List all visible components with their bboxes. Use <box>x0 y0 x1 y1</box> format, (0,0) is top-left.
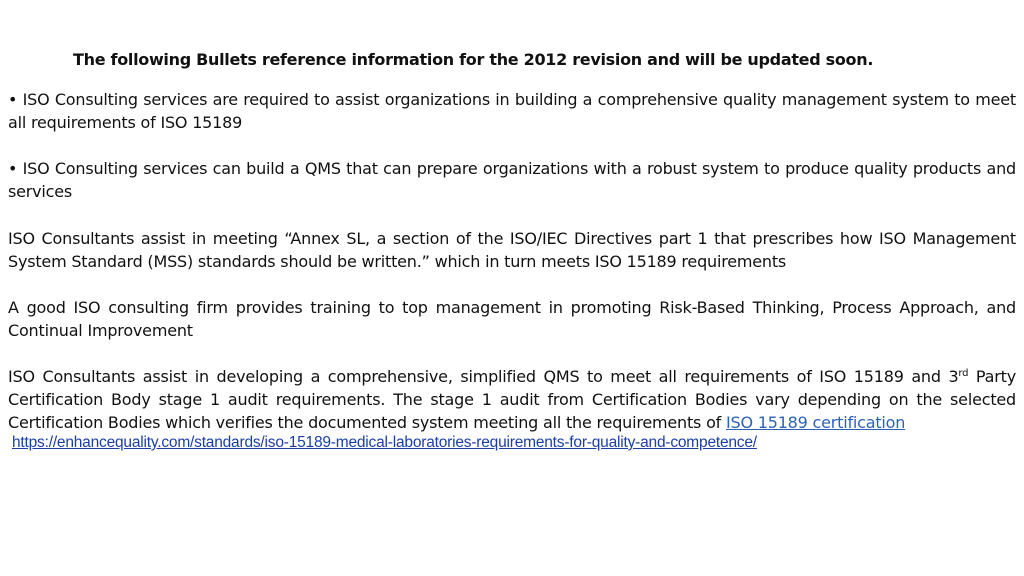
iso-15189-certification-link[interactable]: ISO 15189 certification <box>725 413 906 432</box>
slide-heading: The following Bullets reference information for the 2012 revision and will be updated soon. <box>73 50 874 69</box>
paragraph-certification-text-2: Party Certification Body stage 1 audit requirements. The stage 1 audit from Certification Bodies vary depending on the selected Certification Bodies which verifies the documented system meeting all the requirements of <box>8 367 1016 432</box>
paragraph-certification-text-1: ISO Consultants assist in developing a comprehensive, simplified QMS to meet all requirements of ISO 15189 and 3 <box>8 367 959 386</box>
bullet-paragraph-consulting-requirements: • ISO Consulting services are required to assist organizations in building a comprehensive quality management system to meet all requirements of ISO 15189 <box>8 90 1016 132</box>
paragraph-training: A good ISO consulting firm provides training to top management in promoting Risk-Based Thinking, Process Approach, and Continual Improvement <box>8 298 1016 340</box>
ordinal-superscript: rd <box>958 368 969 379</box>
bullet-paragraph-consulting-qms: • ISO Consulting services can build a QMS that can prepare organizations with a robust system to produce quality products and services <box>8 159 1016 201</box>
standard-url-link[interactable]: https://enhancequality.com/standards/iso-15189-medical-laboratories-requirements-for-quality-and-competence/ <box>12 434 757 451</box>
paragraph-annex-sl: ISO Consultants assist in meeting “Annex SL, a section of the ISO/IEC Directives part 1 that prescribes how ISO Management System Standard (MSS) standards should be written.” which in turn meets ISO 15189 requirements <box>8 229 1016 271</box>
paragraph-certification <box>8 365 1016 434</box>
